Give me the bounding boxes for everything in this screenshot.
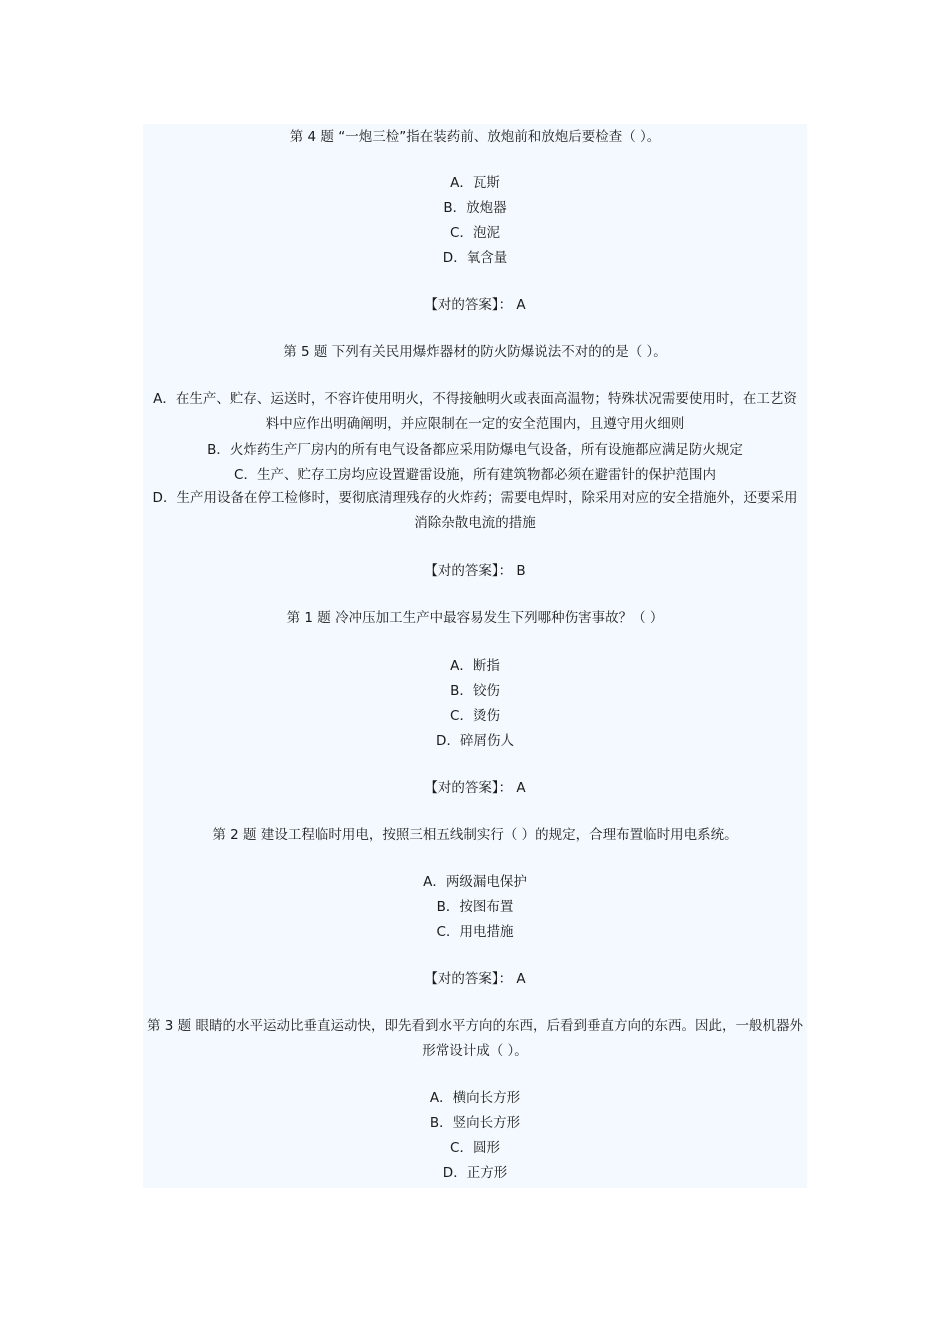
question-1-stem: 第 1 题 冷冲压加工生产中最容易发生下列哪种伤害事故？（ ） (286, 610, 664, 626)
question-1-option-d: D．碎屑伤人 (436, 733, 514, 749)
question-5-option-a: A．在生产、贮存、运送时，不容许使用明火，不得接触明火或表面高温物；特殊状况需要使用时，在工艺资料中应作出明确阐明，并应限制在一定的安全范围内，且遵守用火细则 (153, 391, 797, 432)
question-3-stem: 第 3 题 眼睛的水平运动比垂直运动快，即先看到水平方向的东西，后看到垂直方向的东西。因此，一般机器外形常设计成（ ）。 (147, 1018, 803, 1059)
question-5-option-b: B．火炸药生产厂房内的所有电气设备都应采用防爆电气设备，所有设施都应满足防火规定 (207, 442, 743, 458)
question-2-answer: 【对的答案】： A (424, 971, 526, 987)
question-1-option-c: C．烫伤 (450, 708, 500, 724)
question-3-option-a: A．横向长方形 (429, 1090, 521, 1106)
question-2-option-a: A．两级漏电保护 (423, 874, 527, 890)
question-1-answer: 【对的答案】： A (424, 780, 526, 796)
question-2-option-c: C．用电措施 (436, 924, 514, 940)
question-1-option-b: B．铰伤 (450, 683, 500, 699)
question-2-option-b: B．按图布置 (436, 899, 514, 915)
question-5-option-d: D．生产用设备在停工检修时，要彻底清理残存的火炸药；需要电焊时，除采用对应的安全措施外，还要采用消除杂散电流的措施 (152, 490, 798, 531)
question-1-option-a: A．断指 (450, 658, 500, 674)
question-5-option-c: C．生产、贮存工房均应设置避雷设施，所有建筑物都必须在避雷针的保护范围内 (234, 467, 716, 483)
document-panel (143, 124, 807, 1188)
question-4-option-d: D．氧含量 (442, 250, 508, 266)
question-4-option-a: A．瓦斯 (450, 175, 500, 191)
question-4-option-b: B．放炮器 (443, 200, 507, 216)
question-4-option-c: C．泡泥 (450, 225, 500, 241)
question-3-option-c: C．圆形 (450, 1140, 500, 1156)
question-5-answer: 【对的答案】： B (424, 563, 526, 579)
question-3-option-b: B．竖向长方形 (429, 1115, 521, 1131)
question-4-stem: 第 4 题 “一炮三检”指在装药前、放炮前和放炮后要检查（ ）。 (289, 129, 661, 145)
question-3-option-d: D．正方形 (442, 1165, 508, 1181)
question-4-answer: 【对的答案】： A (424, 297, 526, 313)
question-2-stem: 第 2 题 建设工程临时用电，按照三相五线制实行（ ）的规定，合理布置临时用电系统。 (212, 827, 738, 843)
question-5-stem: 第 5 题 下列有关民用爆炸器材的防火防爆说法不对的的是（ ）。 (283, 344, 667, 360)
